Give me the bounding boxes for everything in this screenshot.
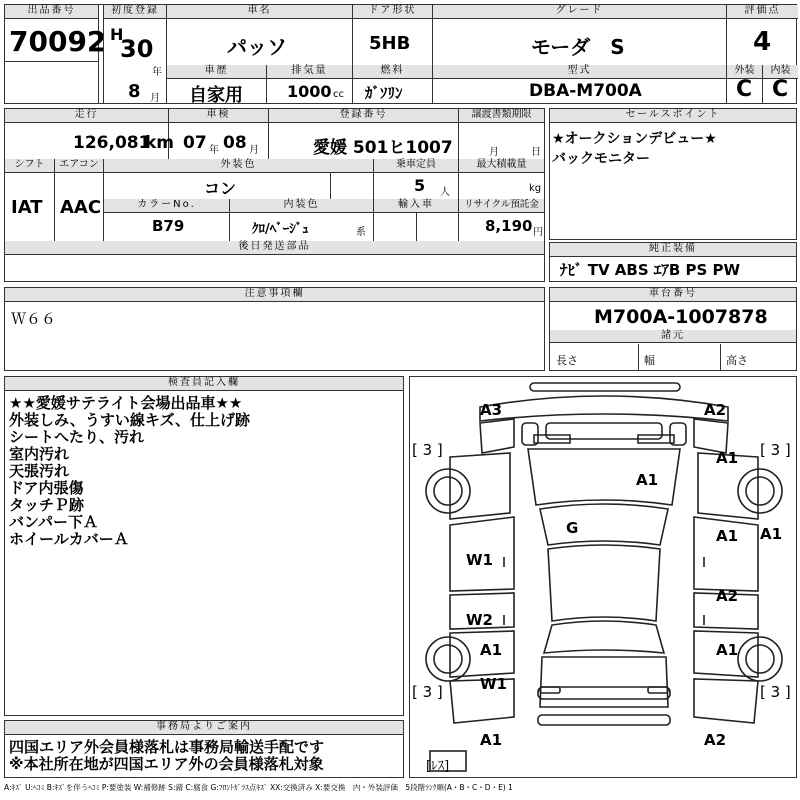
office-line: ※本社所在地が四国エリア外の会員様落札対象 [9,755,324,773]
door-cell [353,5,433,65]
mark-roof: G [566,519,579,537]
mark-spare: [ﾚｽ] [426,759,450,774]
legend: A:ｷｽﾞ U:ﾍｺﾐ B:ｷｽﾞを伴うﾍｺﾐ P:要塗装 W:補修跡 S:錆 C:腐食 G:ﾌﾛﾝﾄｶﾞﾗｽ点ｷｽﾞ XX:交換済み X:要交換 内・外装評価 5段階ﾗﾝｸ順(A・B・C・D・E) 1 [4,783,513,792]
recycle: 8,190 [485,217,533,235]
mark-sill-left: W1 [480,675,507,693]
equipment-label: 純正装備 [550,243,796,257]
ac: AAC [60,197,102,218]
recycle-unit: 円 [533,227,543,238]
recycle-label: リサイクル預託金 [459,199,544,213]
score: 4 [753,27,772,57]
reg-year-unit: 年 [152,67,162,78]
transfer-label: 譲渡書類期限 [459,109,544,123]
mark-front-right: A2 [704,401,727,419]
inspector-line: 外装しみ、うすい線キズ、仕上げ跡 [9,411,251,429]
inspector-label: 検査員記入欄 [5,377,403,391]
lot-cell [5,5,107,103]
sales-point-line: ★オークションデビュー★ [552,131,717,147]
mileage-cell [5,109,175,159]
mark-rear-door-left: W2 [466,611,493,629]
mark-front-door-right-outer: A1 [760,525,783,543]
notes-block [4,287,545,371]
max-load-label: 最大積載量 [459,159,544,173]
ext-label: 外装 [727,65,762,79]
mark-tire-rr: [ 3 ] [760,683,791,701]
max-load-unit: kg [529,183,542,194]
capacity-cell [374,159,459,199]
int-color: ｸﾛ/ﾍﾞｰｼﾞｭ [252,222,309,237]
fuel: ｶﾞｿﾘﾝ [365,84,403,102]
inspector-block [4,376,404,716]
header-block [4,4,797,104]
score-cell [727,5,798,65]
spec-label: 諸元 [550,330,796,343]
ext-color: コン [204,179,237,198]
notes-text: Ｗ６６ [11,310,57,328]
door-type: 5HB [369,33,411,54]
mark-tire-fl: [ 3 ] [412,441,443,459]
office-line: 四国エリア外会員様落札は事務局輸送手配です [9,738,325,756]
car-name-cell [167,5,353,65]
height-label: 高さ [726,354,748,367]
mark-front-door-left: W1 [466,551,493,569]
mark-rear-fender-right: A1 [716,641,739,659]
mileage-label: 走行 [5,109,168,123]
grade-label: グレード [433,5,726,19]
inspection-cell [169,109,269,159]
car-diagram [409,376,797,778]
color-no: B79 [152,217,185,235]
mark-rear-left: A1 [480,731,503,749]
car-name: パッソ [227,35,287,59]
int-label: 内装 [763,65,798,79]
int-color-suffix: 系 [356,227,366,238]
mark-front-left: A3 [480,401,503,419]
notes-label: 注意事項欄 [5,288,544,302]
inspector-line: タッチＰ跡 [9,496,85,514]
office-lines [9,739,324,773]
history: 自家用 [189,85,243,106]
model-cell [433,65,727,103]
lot-label: 出品番号 [5,5,98,19]
later-parts-label: 後日発送部品 [5,241,544,255]
capacity-label: 乗車定員 [374,159,458,173]
reg-year: 30 [120,35,154,63]
grade-cell [433,5,727,65]
plate-cell [269,109,459,159]
mark-rear-fender-left: A1 [480,641,503,659]
insp-year-unit: 年 [209,145,219,156]
equipment-block [549,242,797,282]
door-label: ドア形状 [353,5,432,19]
transfer-day: 日 [531,147,541,158]
mark-tire-fr: [ 3 ] [760,441,791,459]
ext-color-cell [104,159,374,199]
insp-month-unit: 月 [249,145,259,156]
length-label: 長さ [556,354,578,367]
later-parts-cell [5,241,544,281]
lot-number: 70092 [9,25,107,58]
inspector-line: 天張汚れ [9,462,70,480]
displacement-unit: cc [333,89,344,100]
inspection-label: 車検 [169,109,268,123]
ext-color-label: 外装色 [104,159,373,173]
sales-point-line: バックモニター [552,151,650,167]
inspector-line: ★★愛媛サテライト会場出品車★★ [9,394,243,412]
displacement-label: 排気量 [267,65,352,79]
reg-month: 8 [128,81,141,102]
ext-grade-cell [727,65,763,103]
import-cell [374,199,459,241]
ac-label: エアコン [55,159,103,173]
capacity: 5 [414,176,426,195]
capacity-unit: 人 [440,187,450,198]
history-label: 車歴 [167,65,266,79]
era: H [110,25,124,44]
fuel-cell [353,65,433,103]
sales-point-block [549,108,797,240]
mark-rear-door-right: A2 [716,587,739,605]
color-no-cell [104,199,230,241]
history-cell [167,65,267,106]
score-label: 評価点 [727,5,798,19]
color-no-label: カラーNo. [104,199,229,213]
first-reg-label: 初度登録 [104,5,166,19]
int-grade-cell [763,65,798,103]
transfer-cell [459,109,544,159]
first-reg-cell [103,5,167,103]
inspector-line: ドア内張傷 [9,479,84,497]
displacement: 1000 [287,82,332,101]
plate: 愛媛 501ヒ1007 [313,138,453,158]
inspector-line: ホイールカバーＡ [9,530,129,548]
insp-year: 07 [183,133,207,153]
shift-label: シフト [5,159,54,173]
chassis-label: 車台番号 [550,288,796,302]
int-color-cell [230,199,374,241]
shift-cell [5,159,55,241]
width-label: 幅 [644,354,655,367]
sales-point-text [552,129,717,169]
ac-cell [55,159,104,241]
mileage-unit: km [145,133,175,153]
grade: モーダ S [531,35,625,59]
mark-fender-right: A1 [716,449,739,467]
fuel-label: 燃料 [353,65,432,79]
inspector-line: 室内汚れ [9,445,70,463]
model: DBA-M700A [529,81,642,101]
displacement-cell [267,65,353,103]
equipment-text: ﾅﾋﾞ TV ABS ｴｱB PS PW [560,261,741,279]
car-name-label: 車名 [167,5,352,19]
chassis-number: M700A-1007878 [594,306,768,328]
transfer-month: 月 [489,147,499,158]
inspector-line: シートへたり、汚れ [9,428,145,446]
office-label: 事務局よりご案内 [5,721,403,735]
model-label: 型式 [433,65,726,79]
mark-front-door-right: A1 [716,527,739,545]
recycle-cell [459,199,544,241]
mark-hood: A1 [636,471,659,489]
import-label: 輸入車 [374,199,458,213]
shift: IAT [11,197,43,218]
reg-month-unit: 月 [150,93,160,104]
int-color-label: 内装色 [230,199,373,213]
chassis-block [549,287,797,371]
int-grade: C [772,77,789,102]
inspector-lines [9,395,250,548]
insp-month: 08 [223,133,247,153]
spec-block [4,108,545,282]
mark-tire-rl: [ 3 ] [412,683,443,701]
mileage: 126,081 [73,133,151,153]
max-load-cell [459,159,544,199]
plate-label: 登録番号 [269,109,458,123]
office-block [4,720,404,778]
inspector-line: バンパー下Ａ [9,513,98,531]
mark-rear-right: A2 [704,731,727,749]
ext-grade: C [736,77,753,102]
sales-point-label: セールスポイント [550,109,796,123]
car-outline [410,377,798,779]
